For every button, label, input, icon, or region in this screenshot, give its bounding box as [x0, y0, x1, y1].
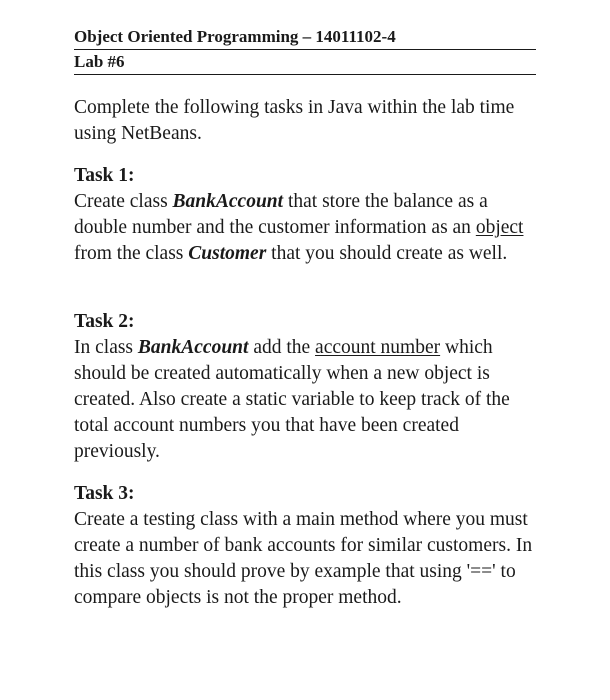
task-1-text-3: from the class: [74, 243, 189, 264]
task-2-text-1: In class: [74, 337, 138, 358]
task-1: [74, 163, 536, 267]
task-1-body: [74, 189, 536, 267]
document-page: [74, 26, 536, 611]
task-1-title: Task 1:: [74, 165, 135, 186]
task-1-text-2: that store the balance as a double number and the customer information as an: [74, 191, 488, 238]
task-1-object-word: object: [475, 217, 524, 238]
task-2-text-2: add the: [248, 337, 316, 358]
task-3: [74, 481, 536, 611]
task-2-text-3: which should be created automatically when a new object is created. Also create a static variable to keep track of the total account numbers you that have been created previously.: [74, 337, 510, 462]
intro-paragraph: Complete the following tasks in Java within the lab time using NetBeans.: [74, 97, 515, 144]
task-2-body: [74, 335, 536, 465]
task-2-title: Task 2:: [74, 311, 135, 332]
task-2-class-bankaccount: BankAccount: [137, 337, 249, 358]
lab-number: Lab #6: [74, 51, 536, 75]
task-1-text-1: Create class: [74, 191, 173, 212]
task-2-account-number: account number: [315, 337, 441, 358]
task-3-body: Create a testing class with a main method where you must create a number of bank accounts for similar customers. In this class you should prove by example that using '==' to compare objects is not the proper method.: [74, 509, 533, 608]
document-header: [74, 26, 536, 75]
task-1-text-4: that you should create as well.: [266, 243, 508, 264]
task-2: [74, 309, 536, 465]
task-1-class-bankaccount: BankAccount: [172, 191, 284, 212]
task-1-class-customer: Customer: [188, 243, 267, 264]
course-title: Object Oriented Programming – 14011102-4: [74, 26, 536, 50]
task-3-title: Task 3:: [74, 483, 135, 504]
